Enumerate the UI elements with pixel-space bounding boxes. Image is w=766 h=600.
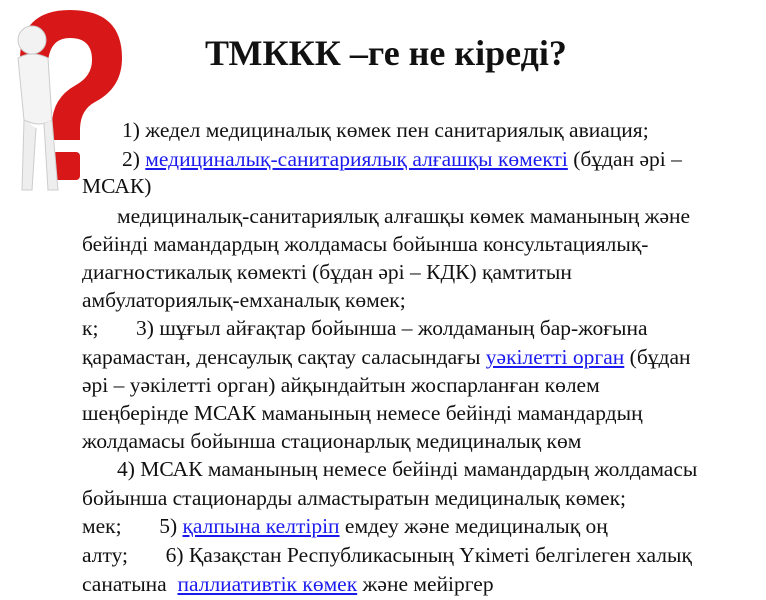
text-segment: шеңберінде МСАК маманының немесе бейінді мамандардың	[82, 401, 643, 425]
text-line	[122, 146, 682, 172]
text-segment: (бұдан әрі –	[567, 147, 682, 171]
text-line	[82, 485, 626, 511]
hyperlink[interactable]: паллиативтік көмек	[177, 572, 358, 596]
text-segment: амбулаториялық-емханалық көмек;	[82, 288, 406, 312]
text-line	[82, 315, 648, 341]
text-segment: бойынша стационарды алмастыратын медициналық көмек;	[82, 486, 627, 510]
text-segment: диагностикалық көмекті (бұдан әрі – КДК) қамтитын	[82, 260, 572, 284]
text-line	[82, 173, 151, 199]
hyperlink[interactable]: уәкілетті орган	[485, 345, 625, 369]
text-line	[82, 542, 692, 568]
slide-title: ТМККК –ге не кіреді?	[205, 33, 567, 73]
text-line	[82, 571, 494, 597]
text-segment: емдеу және медициналық оң	[339, 514, 608, 538]
text-line	[117, 456, 697, 482]
text-segment: алту; 6) Қазақстан Республикасының Үкіметі белгілеген халық	[82, 543, 692, 567]
text-line	[82, 231, 648, 257]
text-segment: мек; 5)	[82, 514, 183, 538]
text-segment: к; 3) шұғыл айғақтар бойынша – жолдаманың бар-жоғына	[82, 316, 648, 340]
text-segment: МСАК)	[82, 174, 152, 198]
text-segment: 4) МСАК маманының немесе бейінді мамандардың жолдамасы	[117, 457, 698, 481]
hyperlink[interactable]: қалпына келтіріп	[182, 514, 340, 538]
text-line	[117, 203, 690, 229]
text-line	[82, 372, 600, 398]
text-segment: қарамастан, денсаулық сақтау саласындағы	[82, 345, 486, 369]
text-segment: жолдамасы бойынша стационарлық медициналық көм	[82, 429, 582, 453]
text-segment: медициналық-санитариялық алғашқы көмек маманының және	[117, 204, 691, 228]
text-line	[82, 428, 581, 454]
text-segment: бейінді мамандардың жолдамасы бойынша консультациялық-	[82, 232, 649, 256]
text-line	[82, 287, 406, 313]
text-segment: 2)	[122, 147, 146, 171]
text-segment: 1) жедел медициналық көмек пен санитариялық авиация;	[122, 118, 649, 142]
hyperlink[interactable]: медициналық-санитариялық алғашқы көмекті	[145, 147, 568, 171]
question-mark-figure-icon	[0, 0, 130, 200]
text-line	[82, 259, 572, 285]
text-segment: және мейіргер	[357, 572, 494, 596]
text-segment: (бұдан	[624, 345, 691, 369]
text-line	[82, 344, 691, 370]
text-segment: әрі – уәкілетті орган) айқындайтын жоспарланған көлем	[82, 373, 600, 397]
text-line	[82, 513, 608, 539]
text-line	[122, 117, 649, 143]
text-line	[82, 400, 643, 426]
text-segment: санатына	[82, 572, 178, 596]
